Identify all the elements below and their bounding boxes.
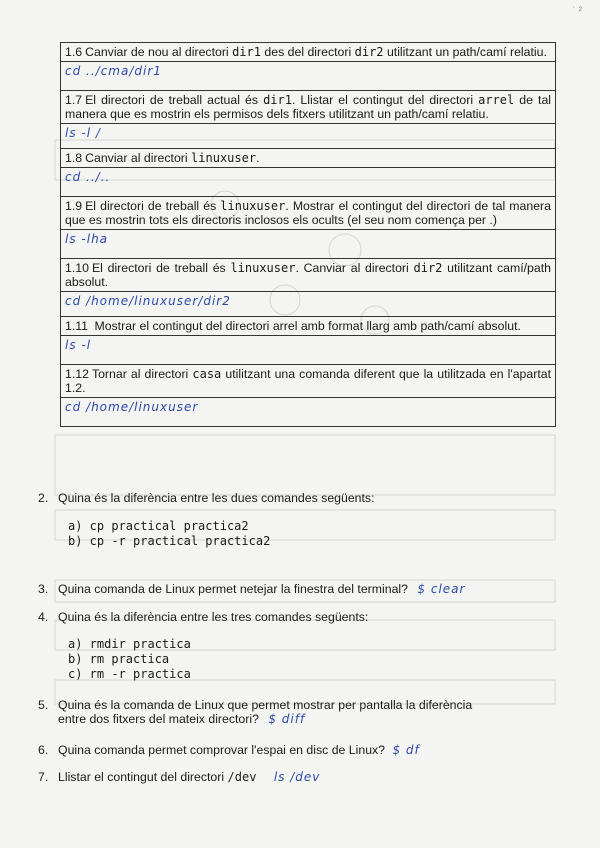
exercise-text: des del directori <box>260 45 355 59</box>
exercise-question-cell <box>61 91 556 124</box>
exercise-row <box>61 197 556 230</box>
exercise-text: utilitzant una comanda diferent que la utilitzada en l'apartat 1.2. <box>65 367 551 395</box>
handwritten-answer: cd /home/linuxuser/dir2 <box>65 294 231 308</box>
question-text: Llistar el contingut del directori <box>58 770 228 784</box>
question-2-options <box>68 519 270 549</box>
exercise-row <box>61 365 556 398</box>
directory-name: linuxuser <box>230 261 296 275</box>
question-text: Quina és la diferència entre les dues comandes següents: <box>58 491 375 505</box>
exercise-question-cell <box>61 259 556 292</box>
directory-name: dir1 <box>232 45 261 59</box>
exercise-row <box>61 317 556 336</box>
question-number: 5. <box>38 698 49 712</box>
answer-cell <box>61 168 556 197</box>
handwritten-answer: $ df <box>392 743 420 757</box>
exercise-text: Canviar de nou al directori <box>85 45 233 59</box>
question-text-line2: entre dos fitxers del mateix directori? <box>58 712 259 726</box>
exercise-text: Canviar al directori <box>85 151 192 165</box>
handwritten-answer: ls -l / <box>65 126 101 140</box>
exercise-number: 1.10 <box>65 261 89 275</box>
exercise-question-cell <box>61 317 556 336</box>
question-4 <box>38 610 558 624</box>
handwritten-answer: $ clear <box>417 582 466 596</box>
exercise-number: 1.9 <box>65 199 83 213</box>
exercise-text: . <box>256 151 260 165</box>
exercise-text: . Llistar el contingut del directori <box>291 93 479 107</box>
exercise-number: 1.12 <box>65 367 89 381</box>
directory-name: casa <box>192 367 222 381</box>
question-number: 3. <box>38 582 49 596</box>
exercise-row <box>61 259 556 292</box>
directory-name: dir1 <box>263 93 292 107</box>
question-text: Quina és la diferència entre les tres comandes següents: <box>58 610 369 624</box>
option-a: a) cp practical practica2 <box>68 519 249 533</box>
answer-cell <box>61 292 556 317</box>
question-2 <box>38 491 558 505</box>
answer-cell <box>61 398 556 427</box>
exercise-question-cell <box>61 197 556 230</box>
exercise-table <box>60 42 556 427</box>
exercise-number: 1.11 <box>65 319 89 333</box>
exercise-number: 1.8 <box>65 151 83 165</box>
answer-row <box>61 230 556 259</box>
directory-name: /dev <box>227 770 257 784</box>
option-b: b) cp -r practical practica2 <box>68 534 271 548</box>
exercise-text: Tornar al directori <box>91 367 193 381</box>
answer-row <box>61 398 556 427</box>
handwritten-answer: cd ../cma/dir1 <box>65 64 162 78</box>
directory-name: linuxuser <box>220 199 286 213</box>
directory-name: arrel <box>478 93 515 107</box>
directory-name: linuxuser <box>191 151 257 165</box>
exercise-text: utilitzant camí/path absolut. <box>65 261 551 289</box>
question-number: 6. <box>38 743 49 757</box>
question-number: 2. <box>38 491 49 505</box>
handwritten-answer: ls -l <box>65 338 92 352</box>
question-number: 7. <box>38 770 49 784</box>
exercise-row <box>61 43 556 62</box>
exercise-question-cell <box>61 365 556 398</box>
exercise-text: . Mostrar el contingut del directori de tal manera que es mostrin tots els directoris inclosos els ocults (el seu nom comença per .) <box>65 199 551 227</box>
handwritten-answer: ls /dev <box>273 770 321 784</box>
question-4-options <box>68 637 191 682</box>
answer-cell <box>61 230 556 259</box>
exercise-text: . Canviar al directori <box>295 261 414 275</box>
handwritten-answer: $ diff <box>268 712 306 726</box>
exercise-text: utilitzant un path/camí relatiu. <box>383 45 547 59</box>
exercise-row <box>61 91 556 124</box>
handwritten-answer: ls -lha <box>65 232 109 246</box>
option-c: c) rm -r practica <box>68 667 191 681</box>
exercise-number: 1.7 <box>65 93 83 107</box>
exercise-number: 1.6 <box>65 45 83 59</box>
answer-cell <box>61 124 556 149</box>
directory-name: dir2 <box>354 45 384 59</box>
exercise-question-cell <box>61 149 556 168</box>
question-text-line1: Quina és la comanda de Linux que permet mostrar per pantalla la diferència <box>58 698 473 712</box>
answer-row <box>61 168 556 197</box>
question-6 <box>38 743 558 757</box>
exercise-text: El directori de treball actual és <box>85 93 264 107</box>
exercise-text: Mostrar el contingut del directori arrel amb format llarg amb path/camí absolut. <box>91 319 521 333</box>
answer-row <box>61 336 556 365</box>
exercise-question-cell <box>61 43 556 62</box>
question-text: Quina comanda de Linux permet netejar la finestra del terminal? <box>58 582 408 596</box>
answer-row <box>61 62 556 91</box>
directory-name: dir2 <box>413 261 443 275</box>
question-5 <box>38 698 558 726</box>
exercise-text: de tal manera que es mostrin els permisos dels fitxers utilitzant un path/camí relatiu. <box>65 93 552 121</box>
answer-row <box>61 292 556 317</box>
answer-cell <box>61 62 556 91</box>
exercise-text: El directori de treball és <box>91 261 231 275</box>
answer-row <box>61 124 556 149</box>
exercise-text: El directori de treball és <box>85 199 221 213</box>
handwritten-answer: cd /home/linuxuser <box>65 400 199 414</box>
answer-cell <box>61 336 556 365</box>
option-a: a) rmdir practica <box>68 637 191 651</box>
option-b: b) rm practica <box>68 652 170 666</box>
handwritten-answer: cd ../.. <box>65 170 111 184</box>
question-3 <box>38 582 558 596</box>
question-7 <box>38 770 558 784</box>
question-text: Quina comanda permet comprovar l'espai en disc de Linux? <box>58 743 386 757</box>
question-number: 4. <box>38 610 49 624</box>
corner-mark: ˙ ² <box>572 6 582 17</box>
exercise-row <box>61 149 556 168</box>
